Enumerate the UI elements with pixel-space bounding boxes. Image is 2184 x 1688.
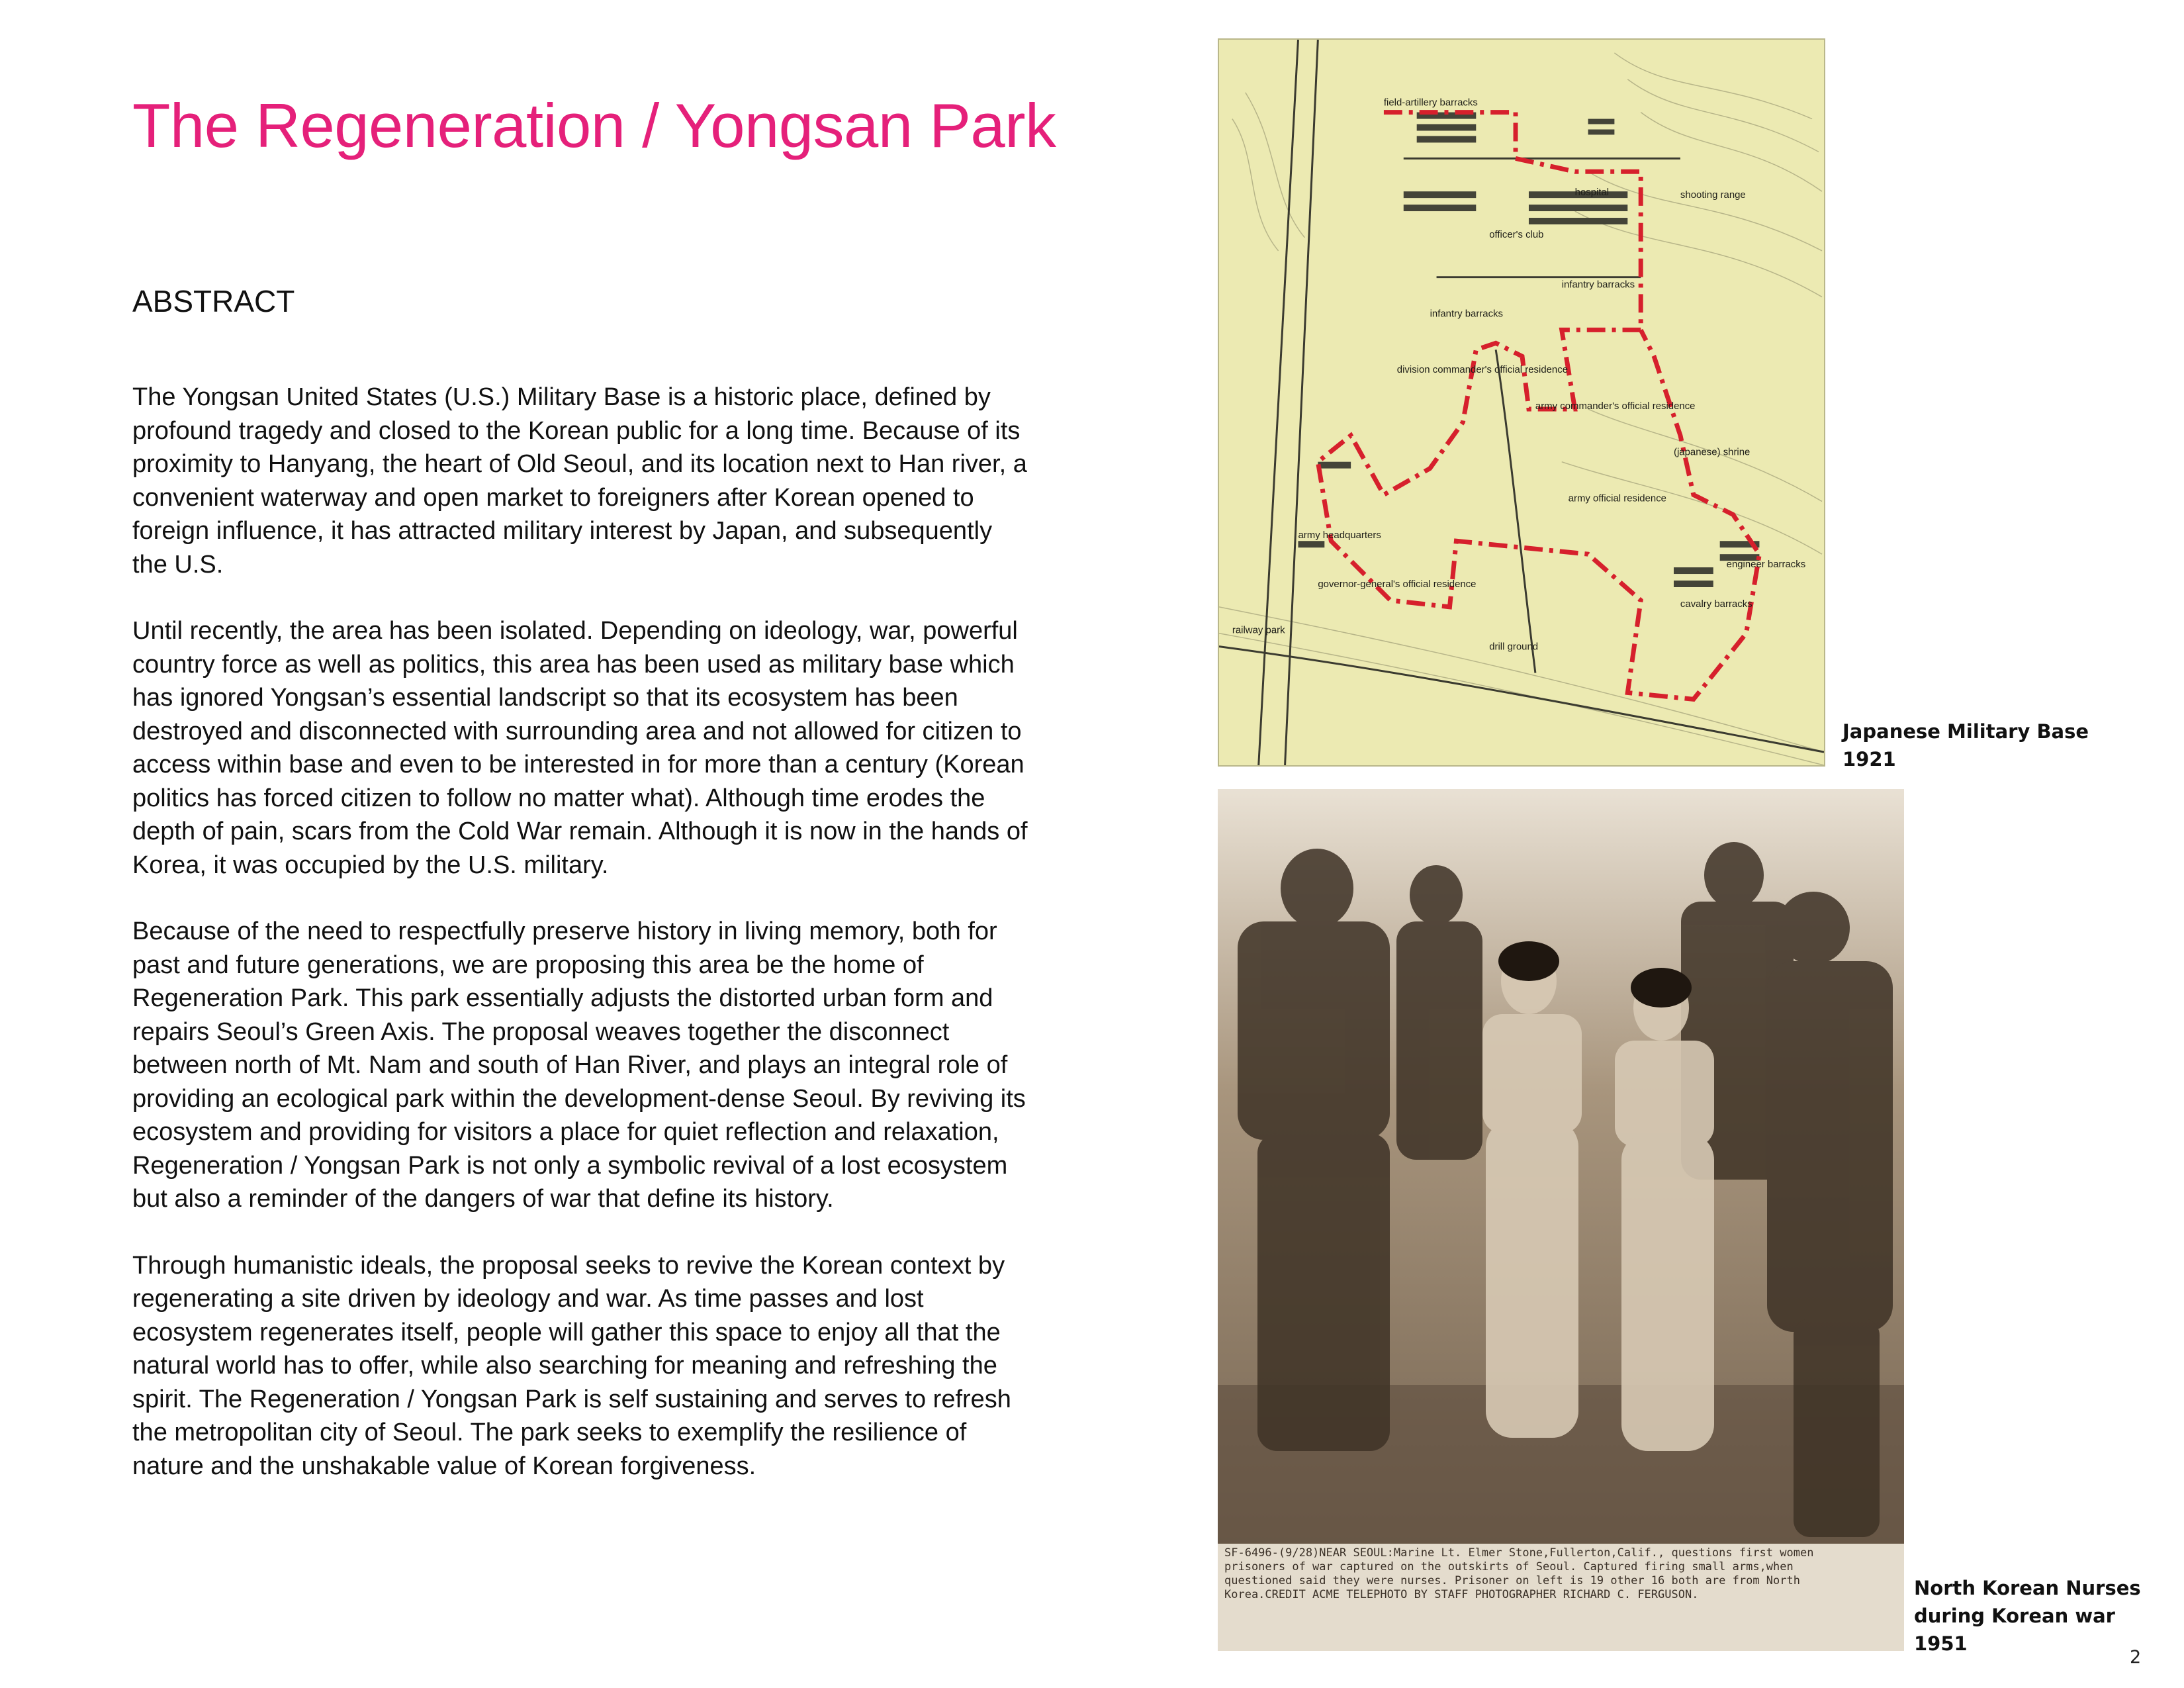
abstract-paragraph-4: Through humanistic ideals, the proposal seeks to revive the Korean context by regenerating a site driven by ideology and war. As time passes and lost ecosystem regenerates itself, people will gather this space to enjoy all that the natural world has to offer, while also searching for meaning and refreshing the spirit. The Regeneration / Yongsan Park is self sustaining and serves to refresh the metropolitan city of Seoul. The park seeks to exemplify the resilience of nature and the unshakable value of Korean forgiveness.: [132, 1251, 1011, 1480]
abstract-paragraph-1: The Yongsan United States (U.S.) Military Base is a historic place, defined by profound tragedy and closed to the Korean public for a long time. Because of its proximity to Hanyang, the heart of Old Seoul, and its location next to Han river, a convenient waterway and open market to foreigners after Korean opened to foreign influence, it has attracted military interest by Japan, and subsequently the U.S.: [132, 383, 1027, 579]
map-label-army-commander: army commander's official residence: [1535, 400, 1696, 412]
map-label-infantry-barracks: infantry barracks: [1561, 279, 1635, 291]
map-caption-line-1: Japanese Military Base: [1843, 720, 2089, 743]
page-number: 2: [2130, 1647, 2142, 1667]
photo-caption-line-2: during Korean war: [1914, 1605, 2115, 1627]
map-label-field-artillery: field-artillery barracks: [1383, 97, 1478, 109]
map-label-hospital: hospital: [1574, 187, 1610, 199]
map-label-railway-park: railway park: [1232, 624, 1285, 636]
photograph-drawing: [1218, 789, 1904, 1651]
map-label-shooting-range: shooting range: [1680, 189, 1746, 201]
page-title: The Regeneration / Yongsan Park: [132, 91, 1056, 160]
photograph-typed-caption: SF-6496-(9/28)NEAR SEOUL:Marine Lt. Elmer Stone,Fullerton,Calif., questions first women prisoners of war captured on the outskirts of Seoul. Captured firing small arms,when questioned said they were nurses. Prisoner on left is 19 other 16 both are from North Korea.CREDIT ACME TELEPHOTO BY STAFF PHOTOGRAPHER RICHARD C. FERGUSON.: [1224, 1546, 1814, 1601]
map-label-army-official: army official residence: [1568, 492, 1666, 504]
photo-caption: [1914, 1574, 2141, 1658]
map-label-shrine: (japanese) shrine: [1673, 446, 1751, 458]
abstract-paragraph-3: Because of the need to respectfully preserve history in living memory, both for past and future generations, we are proposing this area be the home of Regeneration Park. This park essentially adjusts the distorted urban form and repairs Seoul’s Green Axis. The proposal weaves together the disconnect between north of Mt. Nam and south of Han River, and plays an integral role of providing an ecological park within the development-dense Seoul. By reviving its ecosystem and providing for visitors a place for quiet reflection and relaxation, Regeneration / Yongsan Park is not only a symbolic revival of a lost ecosystem but also a reminder of the dangers of war that define its history.: [132, 917, 1026, 1213]
photo-caption-line-1: North Korean Nurses: [1914, 1577, 2141, 1599]
map-label-officers-club: officer's club: [1489, 228, 1544, 240]
map-label-cavalry-barracks: cavalry barracks: [1680, 598, 1752, 610]
map-caption: [1843, 718, 2089, 773]
map-label-drill-ground: drill ground: [1489, 641, 1539, 653]
abstract-body: [132, 381, 1032, 1516]
map-label-infantry-barracks-2: infantry barracks: [1430, 308, 1503, 320]
map-drawing: [1219, 40, 1824, 765]
war-photograph-image: [1218, 789, 1904, 1651]
military-base-map-image: [1218, 38, 1825, 767]
map-caption-line-2: 1921: [1843, 748, 1896, 771]
map-label-division-commander: division commander's official residence: [1396, 364, 1569, 376]
photo-caption-line-3: 1951: [1914, 1632, 1968, 1655]
map-label-engineer-barracks: engineer barracks: [1726, 559, 1806, 571]
map-label-army-headquarters: army headquarters: [1298, 530, 1381, 541]
abstract-heading: ABSTRACT: [132, 284, 295, 318]
abstract-paragraph-2: Until recently, the area has been isolated. Depending on ideology, war, powerful country force as well as politics, this area has been used as military base which has ignored Yongsan’s essential landscript so that its ecosystem has been destroyed and disconnected with surrounding area and not allowed for citizen to access within base and even to be interested in for more than a century (Korean politics has forced citizen to follow no matter what). Although time erodes the depth of pain, scars from the Cold War remain. Although it is now in the hands of Korea, it was occupied by the U.S. military.: [132, 617, 1028, 879]
map-label-governor-general: governor-general's official residence: [1318, 578, 1477, 590]
